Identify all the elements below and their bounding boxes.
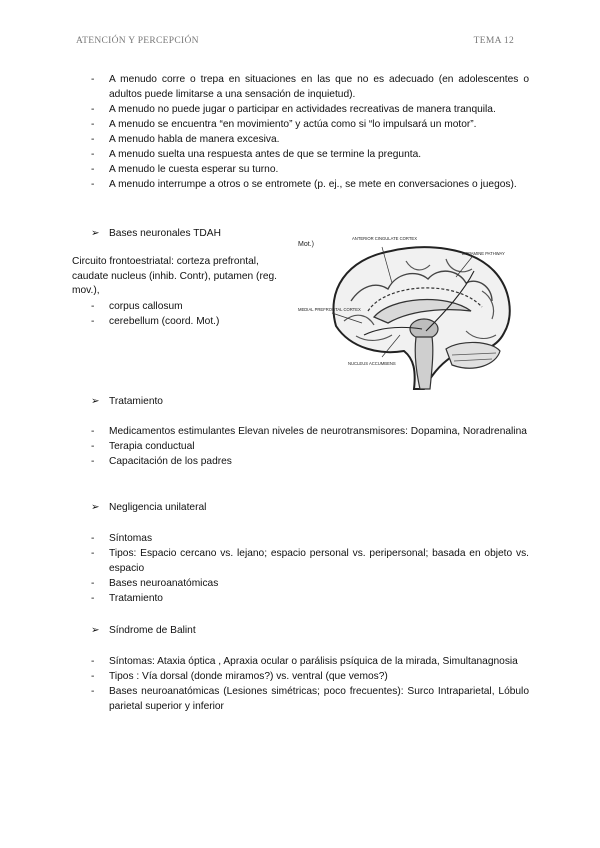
brain-illustration-icon: [296, 231, 530, 391]
bases-list: [91, 299, 294, 329]
list-item: - cerebellum (coord. Mot.): [91, 314, 294, 329]
section-heading-negligencia: [91, 500, 206, 515]
arrow-bullet-icon: ➢: [91, 625, 100, 636]
symptoms-list: [91, 72, 529, 192]
section-heading-tratamiento: [91, 394, 163, 409]
circuit-description: Circuito frontoestriatal: corteza prefrontal, caudate nucleus (inhib. Contr), putamen (reg. mov.),: [72, 256, 277, 296]
list-item: - A menudo no puede jugar o participar en actividades recreativas de manera tranquila.: [91, 102, 529, 117]
section-heading-balint: [91, 623, 196, 638]
brain-label-anterior: ANTERIOR CINGULATE CORTEX: [352, 236, 417, 241]
section-heading-text: Síndrome de Balint: [109, 625, 196, 636]
list-item: - Síntomas: Ataxia óptica , Apraxia ocular o parálisis psíquica de la mirada, Simultanagnosia: [91, 654, 529, 669]
balint-block: [91, 654, 529, 714]
list-item: - A menudo habla de manera excesiva.: [91, 132, 529, 147]
page-header: [76, 36, 514, 46]
list-item: - Tratamiento: [91, 591, 529, 606]
bases-text-block: [72, 255, 294, 329]
section-heading-text: Tratamiento: [109, 396, 163, 407]
list-item: - A menudo interrumpe a otros o se entromete (p. ej., se mete en conversaciones o juegos).: [91, 177, 529, 192]
list-item: - Terapia conductual: [91, 439, 529, 454]
brain-label-medial: MEDIAL PREFRONTAL CORTEX: [298, 307, 361, 312]
symptoms-list-block: [91, 72, 529, 192]
section-heading-bases: [91, 226, 221, 241]
tratamiento-list: [91, 424, 529, 469]
list-item: - A menudo se encuentra “en movimiento” y actúa como si “lo impulsará un motor”.: [91, 117, 529, 132]
section-heading-text: Bases neuronales TDAH: [109, 228, 221, 239]
header-title: ATENCIÓN Y PERCEPCIÓN: [76, 36, 199, 46]
list-item: - A menudo suelta una respuesta antes de que se termine la pregunta.: [91, 147, 529, 162]
list-item: - Tipos : Vía dorsal (donde miramos?) vs. ventral (que vemos?): [91, 669, 529, 684]
brain-label-dopamine: DOPAMINE PATHWAY: [462, 251, 505, 256]
brain-figure: [296, 231, 530, 391]
list-item: - Síntomas: [91, 531, 529, 546]
arrow-bullet-icon: ➢: [91, 502, 100, 513]
list-item: - Tipos: Espacio cercano vs. lejano; espacio personal vs. peripersonal; basada en objeto vs. espacio: [91, 546, 529, 576]
brain-label-top-left: Mot.): [298, 241, 314, 248]
arrow-bullet-icon: ➢: [91, 396, 100, 407]
arrow-bullet-icon: ➢: [91, 228, 100, 239]
list-item: - corpus callosum: [91, 299, 294, 314]
section-heading-text: Negligencia unilateral: [109, 502, 207, 513]
list-item: - A menudo corre o trepa en situaciones en las que no es adecuado (en adolescentes o adultos puede limitarse a una sensación de inquietud).: [91, 72, 529, 102]
list-item: - Bases neuroanatómicas: [91, 576, 529, 591]
negligencia-list: [91, 531, 529, 606]
tratamiento-block: [91, 424, 529, 469]
list-item: - Medicamentos estimulantes Elevan niveles de neurotransmisores: Dopamina, Noradrenalina: [91, 424, 529, 439]
negligencia-block: [91, 531, 529, 606]
list-item: - A menudo le cuesta esperar su turno.: [91, 162, 529, 177]
brain-label-nucleus: NUCLEUS ACCUMBENS: [348, 361, 396, 366]
header-topic: TEMA 12: [473, 36, 514, 46]
balint-list: [91, 654, 529, 714]
list-item: - Capacitación de los padres: [91, 454, 529, 469]
list-item: - Bases neuroanatómicas (Lesiones simétricas; poco frecuentes): Surco Intraparietal, Lóbulo parietal superior y inferior: [91, 684, 529, 714]
